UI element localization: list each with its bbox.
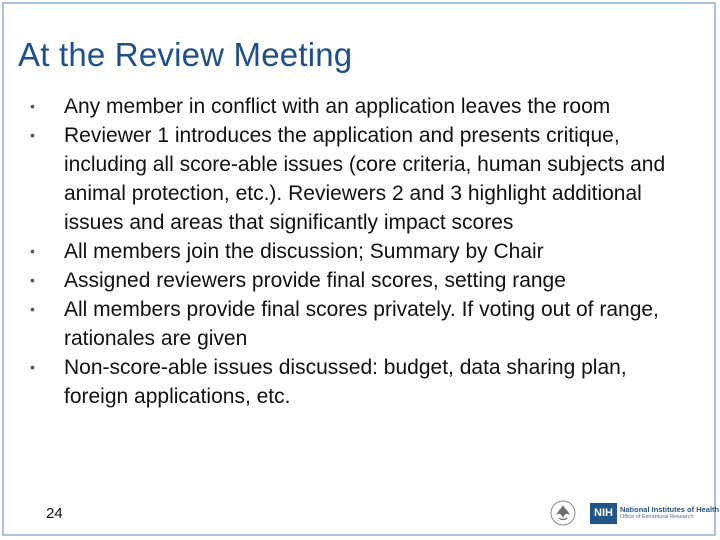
bullet-item (30, 92, 690, 121)
nih-name: National Institutes of Health (619, 504, 720, 514)
hhs-eagle-logo-icon (550, 500, 576, 526)
bullet-item (30, 266, 690, 295)
nih-logo (590, 500, 719, 526)
bullet-dot-icon: • (30, 272, 35, 288)
bullet-dot-icon: • (30, 98, 35, 114)
bullet-dot-icon: • (30, 301, 35, 317)
nih-badge: NIH (590, 503, 617, 524)
bullet-text: Assigned reviewers provide final scores, setting range (64, 269, 566, 292)
bullet-dot-icon: • (30, 127, 35, 143)
nih-office: Office of Extramural Research (619, 514, 694, 520)
bullet-item (30, 237, 690, 266)
bullet-text: All members join the discussion; Summary by Chair (64, 240, 544, 263)
page-number: 24 (46, 505, 63, 522)
bullet-dot-icon: • (30, 359, 35, 375)
bullet-list (30, 92, 690, 411)
slide-title: At the Review Meeting (18, 36, 353, 73)
bullet-item (30, 121, 690, 237)
nih-wordmark (620, 506, 719, 521)
bullet-item (30, 353, 690, 411)
bullet-dot-icon: • (30, 243, 35, 259)
bullet-text: All members provide final scores privately. If voting out of range, rationales are given (64, 298, 659, 350)
bullet-text: Non-score-able issues discussed: budget, data sharing plan, foreign applications, etc. (64, 356, 627, 408)
bullet-text: Reviewer 1 introduces the application and presents critique, including all score-able issues (core criteria, human subjects and animal protection, etc.). Reviewers 2 and 3 highlight additional issues and areas that significantly impact scores (64, 124, 666, 234)
bullet-item (30, 295, 690, 353)
bullet-text: Any member in conflict with an application leaves the room (64, 95, 611, 118)
